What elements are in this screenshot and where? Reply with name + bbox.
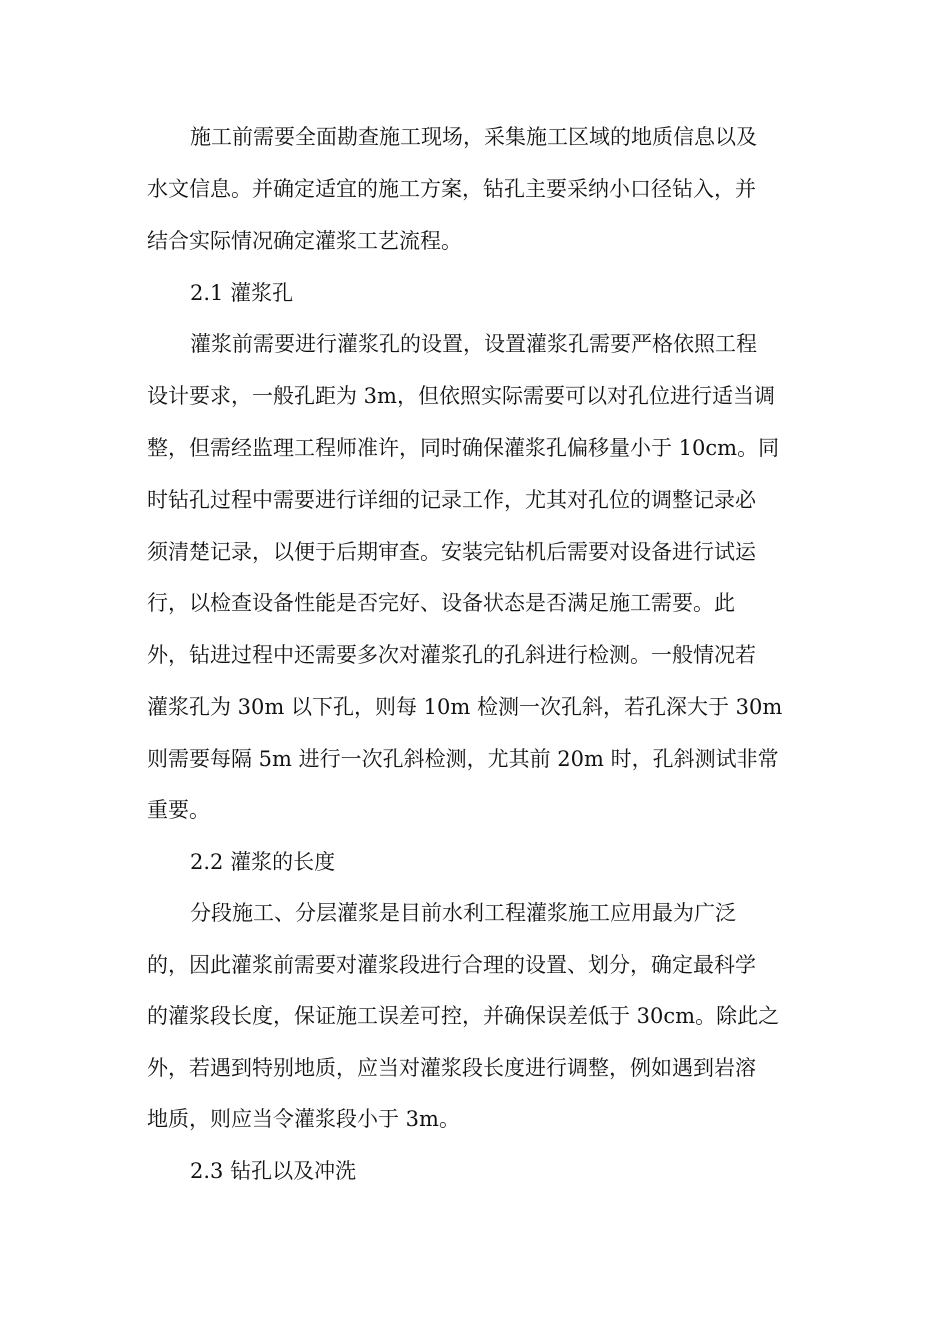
paragraph-2-1-line-8: 灌浆孔为 30m 以下孔，则每 10m 检测一次孔斜，若孔深大于 30m: [147, 695, 783, 719]
paragraph-2-1-line-5: 须清楚记录，以便于后期审查。安装完钻机后需要对设备进行试运: [147, 540, 756, 564]
paragraph-2-1-line-6: 行，以检查设备性能是否完好、设备状态是否满足施工需要。此: [147, 591, 735, 615]
paragraph-2-1-line-2: 设计要求，一般孔距为 3m，但依照实际需要可以对孔位进行适当调: [147, 384, 775, 408]
paragraph-2-2-line-4: 外，若遇到特别地质，应当对灌浆段长度进行调整，例如遇到岩溶: [147, 1056, 756, 1080]
paragraph-intro-line-3: 结合实际情况确定灌浆工艺流程。: [147, 229, 462, 253]
paragraph-2-1-line-10: 重要。: [147, 798, 210, 822]
paragraph-2-1-line-1: 灌浆前需要进行灌浆孔的设置，设置灌浆孔需要严格依照工程: [190, 332, 757, 356]
paragraph-2-1-line-7: 外，钻进过程中还需要多次对灌浆孔的孔斜进行检测。一般情况若: [147, 643, 756, 667]
paragraph-2-2-line-3: 的灌浆段长度，保证施工误差可控，并确保误差低于 30cm。除此之: [147, 1004, 780, 1028]
paragraph-intro-line-1: 施工前需要全面勘查施工现场，采集施工区域的地质信息以及: [190, 125, 757, 149]
paragraph-2-2-line-2: 的，因此灌浆前需要对灌浆段进行合理的设置、划分，确定最科学: [147, 953, 756, 977]
section-heading-2-2: 2.2 灌浆的长度: [190, 850, 336, 874]
paragraph-2-1-line-3: 整，但需经监理工程师准许，同时确保灌浆孔偏移量小于 10cm。同: [147, 436, 780, 460]
paragraph-intro-line-2: 水文信息。并确定适宜的施工方案，钻孔主要采纳小口径钻入，并: [147, 177, 756, 201]
paragraph-2-2-line-5: 地质，则应当令灌浆段小于 3m。: [147, 1107, 460, 1131]
section-heading-2-1: 2.1 灌浆孔: [190, 281, 294, 305]
paragraph-2-1-line-4: 时钻孔过程中需要进行详细的记录工作，尤其对孔位的调整记录必: [147, 488, 756, 512]
section-heading-2-3: 2.3 钻孔以及冲洗: [190, 1159, 357, 1183]
paragraph-2-2-line-1: 分段施工、分层灌浆是目前水利工程灌浆施工应用最为广泛: [190, 901, 736, 925]
paragraph-2-1-line-9: 则需要每隔 5m 进行一次孔斜检测，尤其前 20m 时，孔斜测试非常: [147, 747, 779, 771]
